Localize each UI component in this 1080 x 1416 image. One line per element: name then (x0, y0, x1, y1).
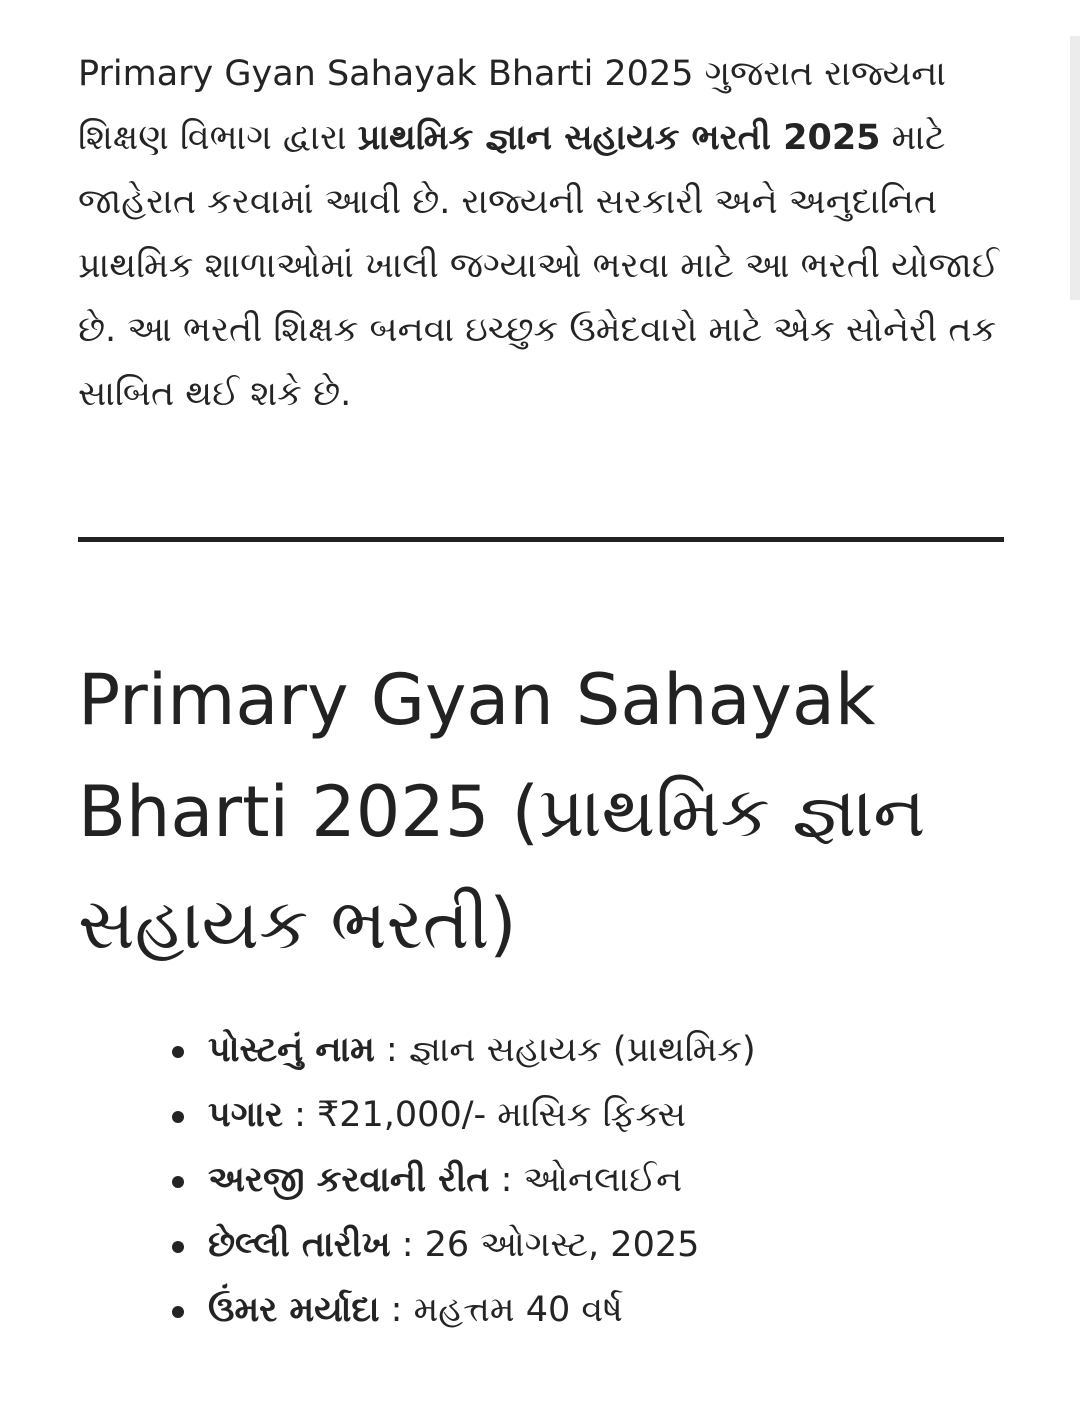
fact-key: ઉંમર મર્યાદા (208, 1290, 380, 1330)
intro-bold-phrase: પ્રાથમિક જ્ઞાન સહાયક ભરતી 2025 (357, 118, 881, 158)
intro-text-end: માટે જાહેરાત કરવામાં આવી છે. રાજ્યની સરકારી અને અનુદાનિત પ્રાથમિક શાળાઓમાં ખાલી જગ્યાઓ ભરવા માટે આ ભરતી યોજાઈ છે. આ ભરતી શિક્ષક બનવા ઇચ્છુક ઉમેદવારો માટે એક સોનેરી તક સાબિત થઈ શકે છે. (78, 118, 999, 414)
section-divider (78, 537, 1004, 542)
fact-value: : જ્ઞાન સહાયક (પ્રાથમિક) (374, 1030, 756, 1070)
list-item-post-name (168, 1018, 756, 1083)
article-body (78, 42, 1008, 426)
bullet-icon (172, 1306, 184, 1318)
bullet-icon (172, 1241, 184, 1253)
fact-value: : ₹21,000/- માસિક ફિક્સ (282, 1095, 686, 1135)
bullet-icon (172, 1176, 184, 1188)
scrollbar[interactable] (1070, 36, 1080, 300)
facts-list (168, 1018, 756, 1343)
fact-value: : 26 ઓગસ્ટ, 2025 (390, 1225, 700, 1265)
fact-key: પગાર (208, 1095, 283, 1135)
list-item-last-date (168, 1213, 756, 1278)
fact-key: પોસ્ટનું નામ (208, 1030, 375, 1070)
fact-value: : ઓનલાઈન (489, 1160, 683, 1200)
list-item-age-limit (168, 1278, 756, 1343)
intro-paragraph (78, 42, 1008, 426)
fact-value: : મહત્તમ 40 વર્ષ (379, 1290, 623, 1330)
intro-text-start: Primary Gyan Sahayak Bharti 2025 ગુજરાત રાજ્યના શિક્ષણ વિભાગ દ્વારા (78, 54, 946, 158)
fact-key: છેલ્લી તારીખ (208, 1225, 391, 1265)
fact-key: અરજી કરવાની રીત (208, 1160, 490, 1200)
bullet-icon (172, 1046, 184, 1058)
section-heading: Primary Gyan Sahayak Bharti 2025 (પ્રાથમિક જ્ઞાન સહાયક ભરતી) (78, 659, 926, 965)
bullet-icon (172, 1111, 184, 1123)
list-item-apply-mode (168, 1148, 756, 1213)
list-item-salary (168, 1083, 756, 1148)
